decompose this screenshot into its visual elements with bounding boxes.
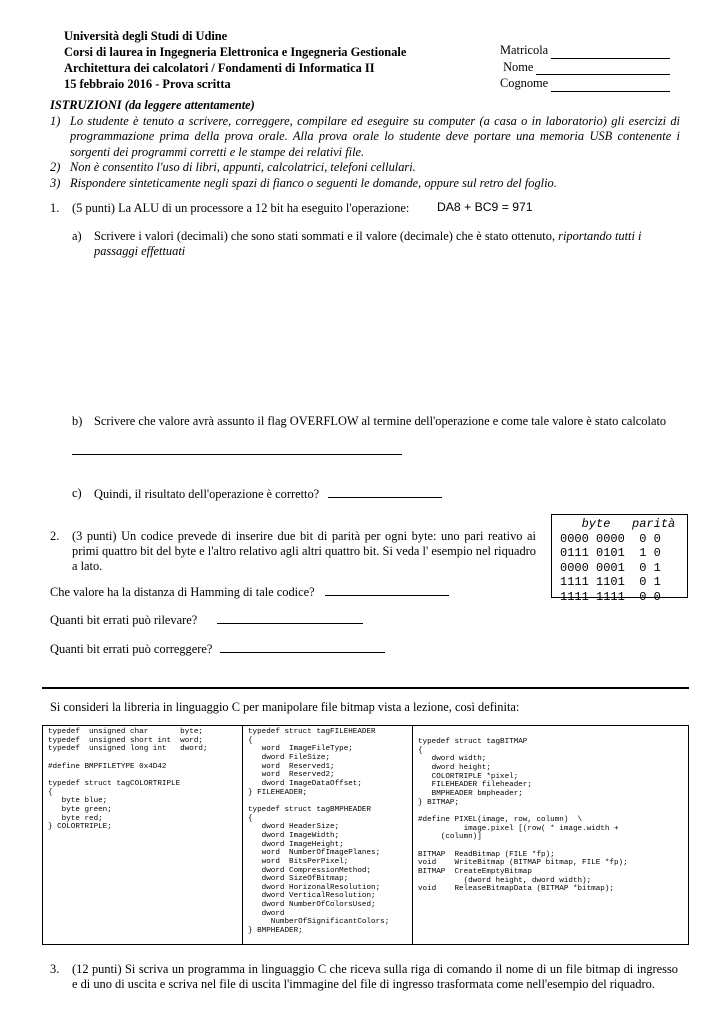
nome-line[interactable]: [536, 63, 670, 75]
instruction-item: 2) Non è consentito l'uso di libri, appunti, calcolatrici, telefoni cellulari.: [50, 160, 416, 174]
matricola-field[interactable]: [500, 42, 670, 59]
code-column-headers: typedef struct tagFILEHEADER { word ImageFileType; dword FileSize; word Reserved1; word Reserved2; dword ImageDataOffset; } FILEHEADER; typedef struct tagBMPHEADER { dword HeaderSize; dword ImageWidth; dword ImageHeight; word NumberOfImagePlanes; word BitsPerPixel; dword CompressionMethod; dword SizeOfBitmap; dword HorizonalResolution; dword VerticalResolution; dword NumberOfColorsUsed; dword NumberOfSignificantColors; } BMPHEADER;: [243, 726, 413, 944]
instruction-item: 3) Rispondere sinteticamente negli spazi di fianco o seguenti le domande, oppure sul retro del foglio.: [50, 175, 557, 190]
alu-operation: DA8 + BC9 = 971: [437, 200, 533, 214]
matricola-line[interactable]: [551, 47, 670, 59]
answer-line-correct[interactable]: [220, 641, 385, 653]
student-fields: [500, 42, 670, 92]
cognome-line[interactable]: [551, 80, 670, 92]
instructions-title: ISTRUZIONI (da leggere attentamente): [50, 98, 255, 112]
parity-example-box: [551, 514, 688, 604]
exam-header: [64, 28, 484, 92]
answer-line-hamming[interactable]: [325, 584, 449, 596]
question-1c: c) Quindi, il risultato dell'operazione è corretto?: [72, 486, 472, 502]
question-3: 3. (12 punti) Si scriva un programma in linguaggio C che riceva sulla riga di comando il nome di un file bitmap di ingresso e di uno di uscita e scriva nel file di uscita l'immagine del file di ingresso trasformata come nell'esempio del riquadro.: [50, 962, 678, 991]
parity-row: 0000 0000 0 0: [560, 531, 661, 546]
cognome-label: Cognome: [500, 76, 549, 90]
nome-field[interactable]: [500, 59, 670, 76]
exam-date: 15 febbraio 2016 - Prova scritta: [64, 77, 231, 91]
university-name: Università degli Studi di Udine: [64, 29, 228, 43]
library-intro: Si consideri la libreria in linguaggio C per manipolare file bitmap vista a lezione, così definita:: [50, 700, 520, 714]
instructions: [50, 98, 680, 191]
question-2-detect: Quanti bit errati può rilevare?: [50, 612, 363, 628]
cognome-field[interactable]: [500, 75, 670, 92]
matricola-label: Matricola: [500, 43, 549, 57]
question-2: 2. (3 punti) Un codice prevede di inserire due bit di parità per ogni byte: uno pari reativo ai primi quattro bit del byte e l'altro relativo agli altri quattro bit. Si veda l' esempio nel riquadro a lato.: [50, 529, 536, 573]
answer-line-detect[interactable]: [217, 612, 363, 624]
question-1b: b) Scrivere che valore avrà assunto il flag OVERFLOW al termine dell'operazione e come tale valore è stato calcolato: [72, 414, 667, 428]
answer-line-1c[interactable]: [328, 486, 442, 498]
question-1a: a) Scrivere i valori (decimali) che sono stati sommati e il valore (decimale) che è stato ottenuto, riportando tutti i passaggi effettuati: [72, 229, 642, 258]
question-2-hamming: Che valore ha la distanza di Hamming di tale codice?: [50, 584, 449, 600]
section-divider: [42, 687, 689, 689]
parity-row: 0111 0101 1 0: [560, 546, 661, 560]
instruction-item: 1) Lo studente è tenuto a scrivere, correggere, compilare ed eseguire su computer (a casa o in laboratorio) gli esercizi di programmazione prima della prova orale. Alla prova orale lo studente deve portare una memoria USB contenente i sorgenti dei programmi corretti e le stampe dei relativi file.: [50, 113, 680, 159]
parity-header: byte parità: [560, 517, 676, 531]
parity-row: 0000 0001 0 1: [560, 560, 661, 575]
courses-line: Corsi di laurea in Ingegneria Elettronica e Ingegneria Gestionale: [64, 45, 407, 59]
question-1: 1. (5 punti) La ALU di un processore a 12 bit ha eseguito l'operazione:: [50, 201, 410, 215]
code-column-types: typedef unsigned char byte; typedef unsigned short int word; typedef unsigned long int dword; #define BMPFILETYPE 0x4D42 typedef struct tagCOLORTRIPLE { byte blue; byte green; byte red; } COLORTRIPLE;: [43, 726, 243, 944]
parity-row: 1111 1101 0 1: [560, 575, 661, 589]
parity-row: 1111 1111 0 0: [560, 589, 661, 604]
answer-line-1b[interactable]: [72, 454, 402, 455]
nome-label: Nome: [500, 59, 534, 74]
c-library-code-table: [42, 725, 689, 945]
code-column-bitmap: typedef struct tagBITMAP { dword width; dword height; COLORTRIPLE *pixel; FILEHEADER fileheader; BMPHEADER bmpheader; } BITMAP; #define PIXEL(image, row, column) \ image.pixel [(row( * image.width + (column)] BITMAP ReadBitmap (FILE *fp); void WriteBitmap (BITMAP bitmap, FILE *fp); BITMAP CreateEmptyBitmap (dword height, dword width); void ReleaseBitmapData (BITMAP *bitmap);: [418, 738, 628, 894]
question-2-correct: Quanti bit errati può correggere?: [50, 641, 385, 657]
subject-line: Architettura dei calcolatori / Fondamenti di Informatica II: [64, 61, 375, 75]
